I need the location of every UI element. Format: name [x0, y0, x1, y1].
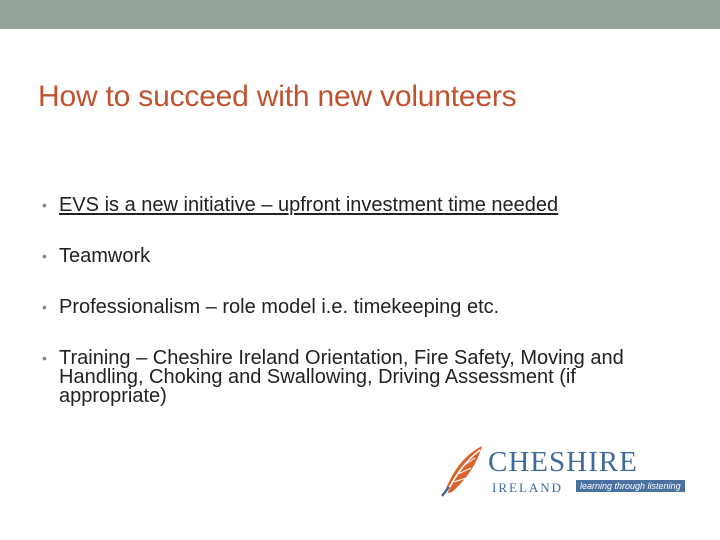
top-bar [0, 0, 720, 29]
bullet-text: Training – Cheshire Ireland Orientation, Fire Safety, Moving and Handling, Choking and Swallowing, Driving Assessment (if appropriate) [59, 347, 624, 407]
logo-name: CHESHIRE [488, 446, 638, 478]
bullet-item [42, 349, 682, 406]
bullet-item [42, 196, 682, 215]
bullet-text: Teamwork [59, 245, 151, 267]
bullet-item [42, 247, 682, 266]
logo-tagline: learning through listening [576, 480, 685, 492]
slide-title: How to succeed with new volunteers [38, 80, 517, 113]
bullet-text: EVS is a new initiative – upfront investment time needed [59, 194, 559, 216]
feather-icon [440, 442, 486, 498]
logo-subname: IRELAND [492, 480, 564, 495]
bullet-text: Professionalism – role model i.e. timekeeping etc. [59, 296, 500, 318]
cheshire-ireland-logo [440, 442, 690, 498]
bullet-item [42, 298, 682, 317]
bullet-list [42, 190, 682, 406]
